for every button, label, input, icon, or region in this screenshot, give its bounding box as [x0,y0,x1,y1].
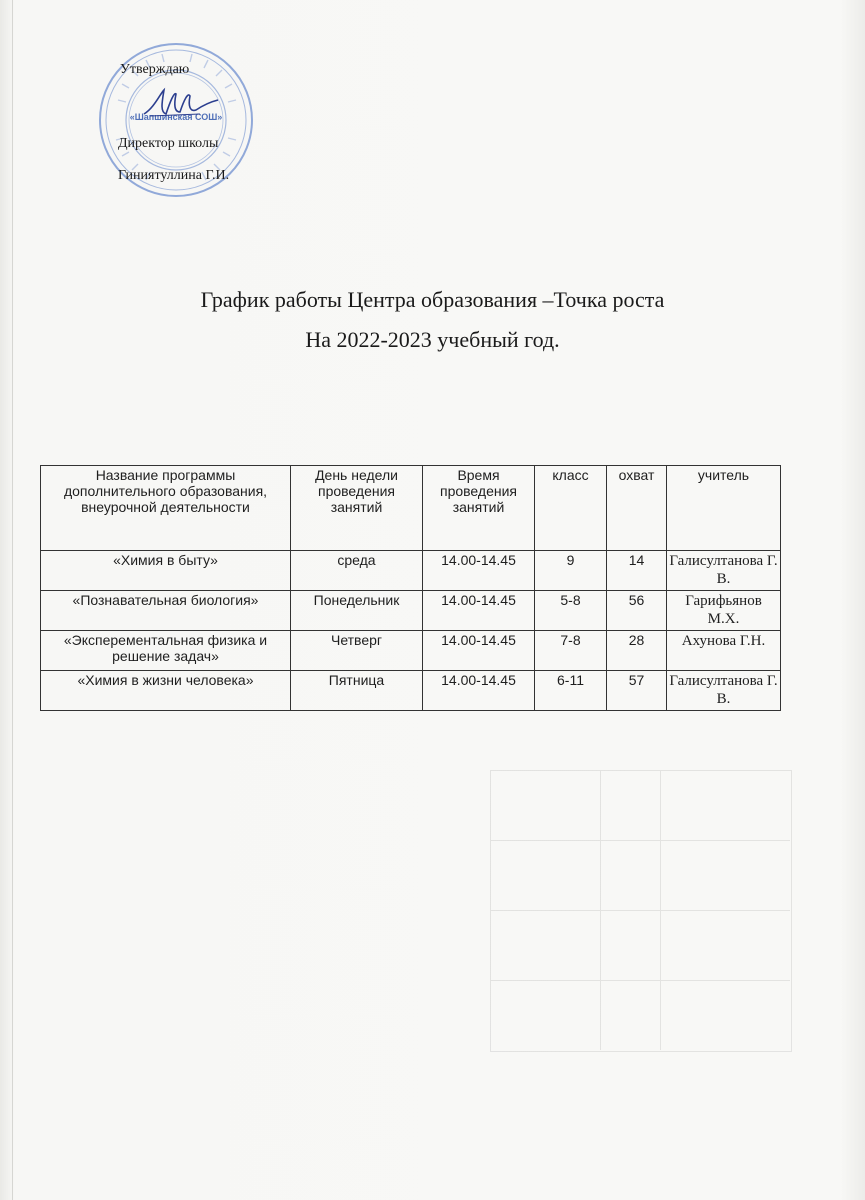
cell-coverage: 56 [607,591,667,631]
schedule-table [40,465,781,711]
director-name: Гиниятуллина Г.И. [118,168,230,183]
ghost-divider [490,910,790,911]
cell-teacher: Ахунова Г.Н. [667,631,781,671]
cell-class: 9 [535,551,607,591]
cell-day: среда [291,551,423,591]
cell-coverage: 28 [607,631,667,671]
table-row [41,591,781,631]
cell-time: 14.00-14.45 [423,551,535,591]
cell-class: 7-8 [535,631,607,671]
approval-block [96,40,256,200]
cell-day: Понедельник [291,591,423,631]
header-day: День недели проведения занятий [291,466,423,551]
cell-program: «Познавательная биология» [41,591,291,631]
reverse-side-show-through [490,770,790,1060]
director-label: Директор школы [118,136,219,151]
ghost-table-outline [490,770,792,1052]
table-header-row [41,466,781,551]
cell-day: Пятница [291,671,423,711]
cell-program: «Химия в быту» [41,551,291,591]
page-edge [12,0,13,1200]
cell-coverage: 57 [607,671,667,711]
table-row [41,671,781,711]
document-title [0,280,865,360]
seal-text: «Шапшинская СОШ» [129,112,223,122]
approve-label: Утверждаю [120,62,190,77]
cell-class: 5-8 [535,591,607,631]
cell-time: 14.00-14.45 [423,631,535,671]
cell-program: «Химия в жизни человека» [41,671,291,711]
cell-teacher: Галисултанова Г.В. [667,671,781,711]
title-line-1: График работы Центра образования –Точка роста [200,287,665,312]
cell-time: 14.00-14.45 [423,591,535,631]
header-program: Название программы дополнительного образования, внеурочной деятельности [41,466,291,551]
table-row [41,551,781,591]
cell-class: 6-11 [535,671,607,711]
ghost-divider [490,980,790,981]
cell-coverage: 14 [607,551,667,591]
header-teacher: учитель [667,466,781,551]
cell-day: Четверг [291,631,423,671]
signature-icon [140,84,220,124]
header-coverage: охват [607,466,667,551]
cell-teacher: Галисултанова Г.В. [667,551,781,591]
title-line-2: На 2022-2023 учебный год. [305,327,560,352]
header-time: Время проведения занятий [423,466,535,551]
table-row [41,631,781,671]
cell-program: «Эксперементальная физика и решение задач» [41,631,291,671]
ghost-divider [490,840,790,841]
header-class: класс [535,466,607,551]
cell-time: 14.00-14.45 [423,671,535,711]
cell-teacher: Гарифьянов М.Х. [667,591,781,631]
